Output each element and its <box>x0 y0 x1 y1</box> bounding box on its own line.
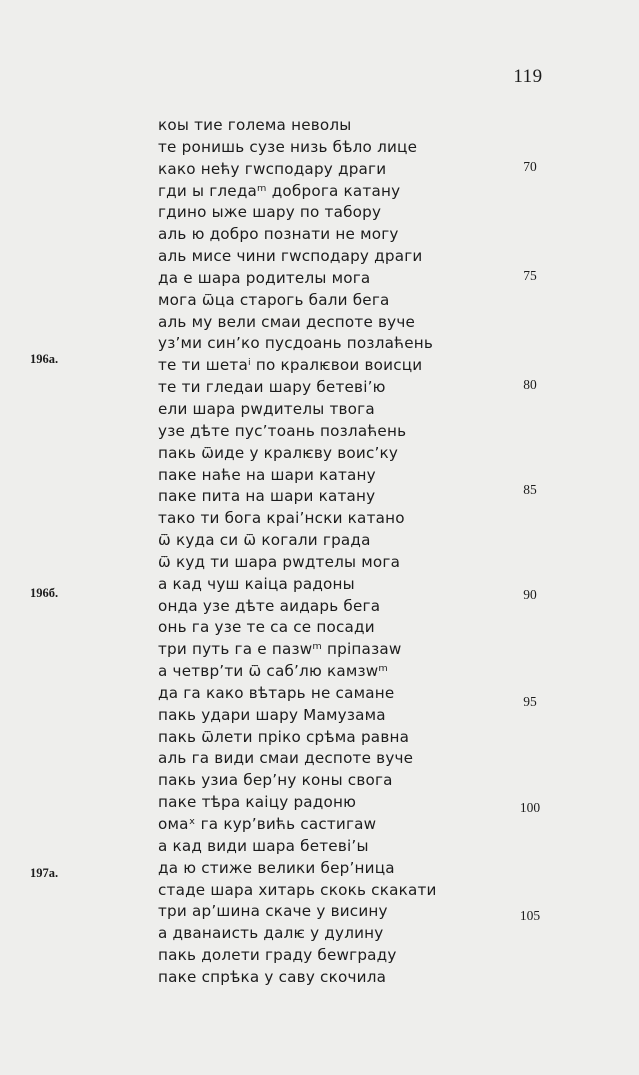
line-number: 105 <box>519 908 541 923</box>
verse-line: ѿ куд ти шара рwдтелы мога <box>158 552 401 571</box>
verse-line: стаде шара хитарь скокь скакати <box>158 880 437 899</box>
verse-line: да ю стиже велики берʼница <box>158 858 395 877</box>
verse-list <box>158 115 478 989</box>
line-number: 95 <box>523 694 537 709</box>
verse-line: аль му вели смаи деспоте вуче <box>158 312 416 331</box>
verse-line: три путь га е пазwᵐ пріпазаw <box>158 640 402 659</box>
verse-line: а кад види шара бетевіʼы <box>158 836 369 855</box>
page-number: 119 <box>513 66 543 87</box>
verse-line: омаˣ га курʼвићь састигаw <box>158 815 377 833</box>
line-number: 75 <box>523 268 537 283</box>
verse-line: те ти гледаи шару бетевіʼю <box>158 378 386 397</box>
line-number: 70 <box>523 159 537 174</box>
verse-line: пакь ѿиде у кралѥву воисʼку <box>158 443 399 462</box>
verse-line: а дванаисть далѥ у дулину <box>158 924 384 943</box>
verse-line: паке спрѣка у саву скочила <box>158 967 387 986</box>
folio-marker: 196б. <box>30 586 59 600</box>
verse-line: аль мисе чини гwсподару драги <box>158 247 423 266</box>
verse-line: ели шара рwдителы твога <box>158 399 375 418</box>
verse-line: пакь ѿлети пріко срѣма равна <box>158 727 410 746</box>
verse-line: а кад чуш каіца радоны <box>158 574 355 593</box>
verse-line: мога ѿца старогь бали бега <box>158 290 390 309</box>
line-number: 100 <box>519 800 541 815</box>
verse-line: гди ы гледаᵐ доброга катану <box>158 181 401 200</box>
verse-line: коы тие голема неволы <box>158 116 352 134</box>
verse-line: онда узе дѣте аидарь бега <box>158 596 381 615</box>
verse-line: гдино ыже шару по табору <box>158 203 382 222</box>
verse-line: паке пита на шари катану <box>158 487 376 506</box>
verse-line: да га како вѣтарь не самане <box>158 683 395 702</box>
line-number: 85 <box>523 482 537 497</box>
verse-line: пакь удари шару Мамузама <box>158 705 386 724</box>
folio-marker: 196а. <box>30 352 59 366</box>
folio-marker: 197а. <box>30 866 59 880</box>
verse-line: узʼми синʼко пусдоань позлаћень <box>158 334 434 353</box>
verse-line: да е шара родителы мога <box>158 268 371 287</box>
verse-line: пакь долети граду беwграду <box>158 946 397 965</box>
verse-line: те ти шетаⁱ по кралѥвои воисци <box>158 356 423 375</box>
verse-line: пакь узиа берʼну коны свога <box>158 771 393 790</box>
verse-line: те ронишь сузе низь бѣло лице <box>158 137 418 156</box>
verse-line: како нећу гwсподару драги <box>158 159 387 178</box>
verse-line: узе дѣте пусʼтоань позлаћень <box>158 421 407 440</box>
verse-line: паке тѣра каіцу радоню <box>158 793 357 812</box>
line-number: 80 <box>523 377 537 392</box>
verse-line: паке наће на шари катану <box>158 465 376 484</box>
verse-line: аль га види смаи деспоте вуче <box>158 749 414 768</box>
verse-line: аль ю добро познати не могу <box>158 225 399 244</box>
line-number: 90 <box>523 587 537 602</box>
verse-line: ѿ куда си ѿ когали града <box>158 531 371 550</box>
verse-line: онь га узе те са се посади <box>158 618 375 637</box>
verse-line: три арʼшина скаче у висину <box>158 902 388 921</box>
verse-line: тако ти бога краіʼнски катано <box>158 509 405 528</box>
verse-line: а четврʼти ѿ сабʼлю камзwᵐ <box>158 662 389 681</box>
